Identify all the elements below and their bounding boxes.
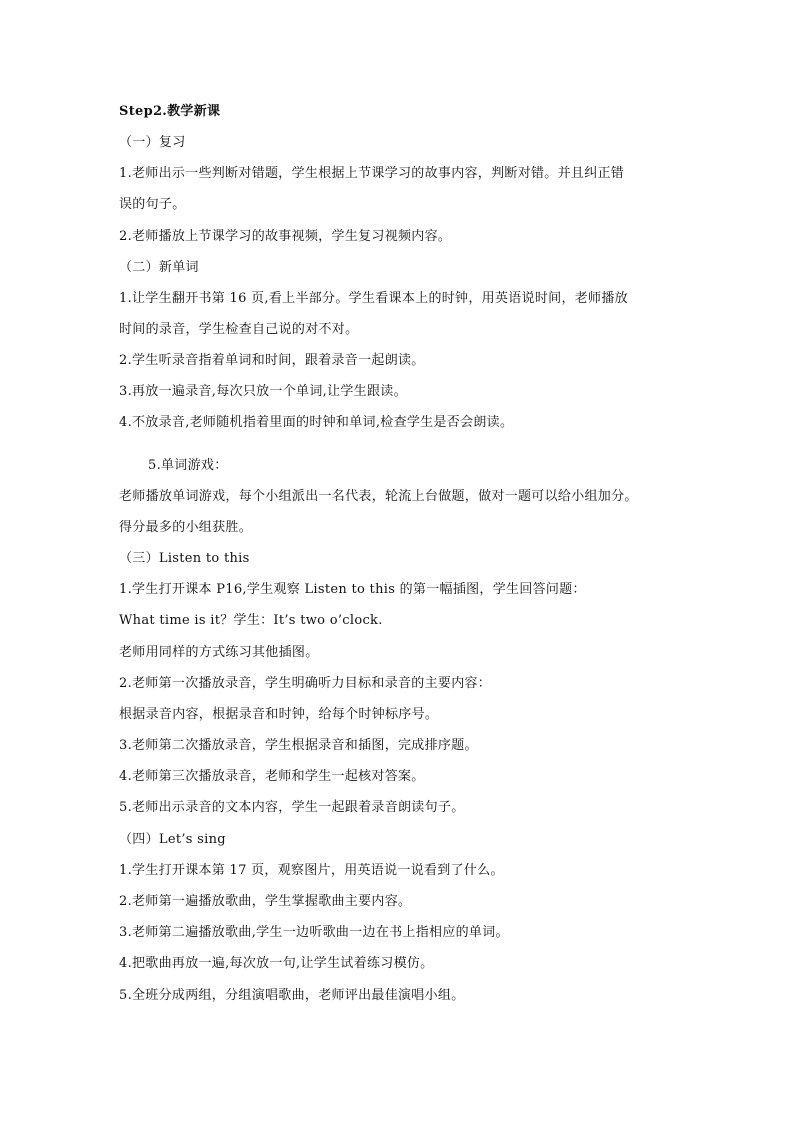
paragraph-line: 2.学生听录音指着单词和时间，跟着录音一起朗读。 xyxy=(119,353,425,368)
paragraph-line: 5.老师出示录音的文本内容，学生一起跟着录音朗读句子。 xyxy=(119,800,465,815)
paragraph-line: 1.学生打开课本第 17 页，观察图片，用英语说一说看到了什么。 xyxy=(119,863,504,878)
paragraph-line: 1.老师出示一些判断对错题，学生根据上节课学习的故事内容，判断对错。并且纠正错 xyxy=(119,166,625,181)
subsection-heading-listen: （三）Listen to this xyxy=(119,551,250,566)
subsection-heading-sing: （四）Let’s sing xyxy=(119,832,226,847)
paragraph-line: 2.老师第一次播放录音，学生明确听力目标和录音的主要内容： xyxy=(119,676,492,691)
paragraph-line: 根据录音内容，根据录音和时钟，给每个时钟标序号。 xyxy=(119,707,439,722)
paragraph-line: What time is it？学生：It’s two o’clock. xyxy=(119,613,383,628)
paragraph-line: 3.老师第二次播放录音，学生根据录音和插图，完成排序题。 xyxy=(119,738,478,753)
paragraph-line: 4.把歌曲再放一遍,每次放一句,让学生试着练习模仿。 xyxy=(119,956,434,971)
paragraph-line: 3.再放一遍录音,每次只放一个单词,让学生跟读。 xyxy=(119,384,407,399)
paragraph-line: 5.全班分成两组，分组演唱歌曲，老师评出最佳演唱小组。 xyxy=(119,988,465,1003)
paragraph-line: 1.让学生翻开书第 16 页,看上半部分。学生看课本上的时钟，用英语说时间，老师播放 xyxy=(119,291,628,306)
paragraph-line: 4.老师第三次播放录音，老师和学生一起核对答案。 xyxy=(119,769,425,784)
paragraph-line: 1.学生打开课本 P16,学生观察 Listen to this 的第一幅插图，学生回答问题： xyxy=(119,582,586,597)
subsection-heading-review: （一）复习 xyxy=(119,135,186,150)
paragraph-line: 3.老师第二遍播放歌曲,学生一边听歌曲一边在书上指相应的单词。 xyxy=(119,925,509,940)
paragraph-line: 老师播放单词游戏，每个小组派出一名代表，轮流上台做题，做对一题可以给小组加分。 xyxy=(119,489,638,504)
subsection-heading-new-words: （二）新单词 xyxy=(119,260,199,275)
paragraph-line: 时间的录音，学生检查自己说的对不对。 xyxy=(119,322,359,337)
paragraph-line: 误的句子。 xyxy=(119,197,186,212)
section-title-step2: Step2.教学新课 xyxy=(119,104,221,119)
paragraph-line: 老师用同样的方式练习其他插图。 xyxy=(119,645,319,660)
paragraph-line: 2.老师播放上节课学习的故事视频，学生复习视频内容。 xyxy=(119,229,452,244)
paragraph-line: 2.老师第一遍播放歌曲，学生掌握歌曲主要内容。 xyxy=(119,894,412,909)
paragraph-line: 5.单词游戏： xyxy=(148,458,228,473)
paragraph-line: 得分最多的小组获胜。 xyxy=(119,520,253,535)
paragraph-line: 4.不放录音,老师随机指着里面的时钟和单词,检查学生是否会朗读。 xyxy=(119,415,514,430)
